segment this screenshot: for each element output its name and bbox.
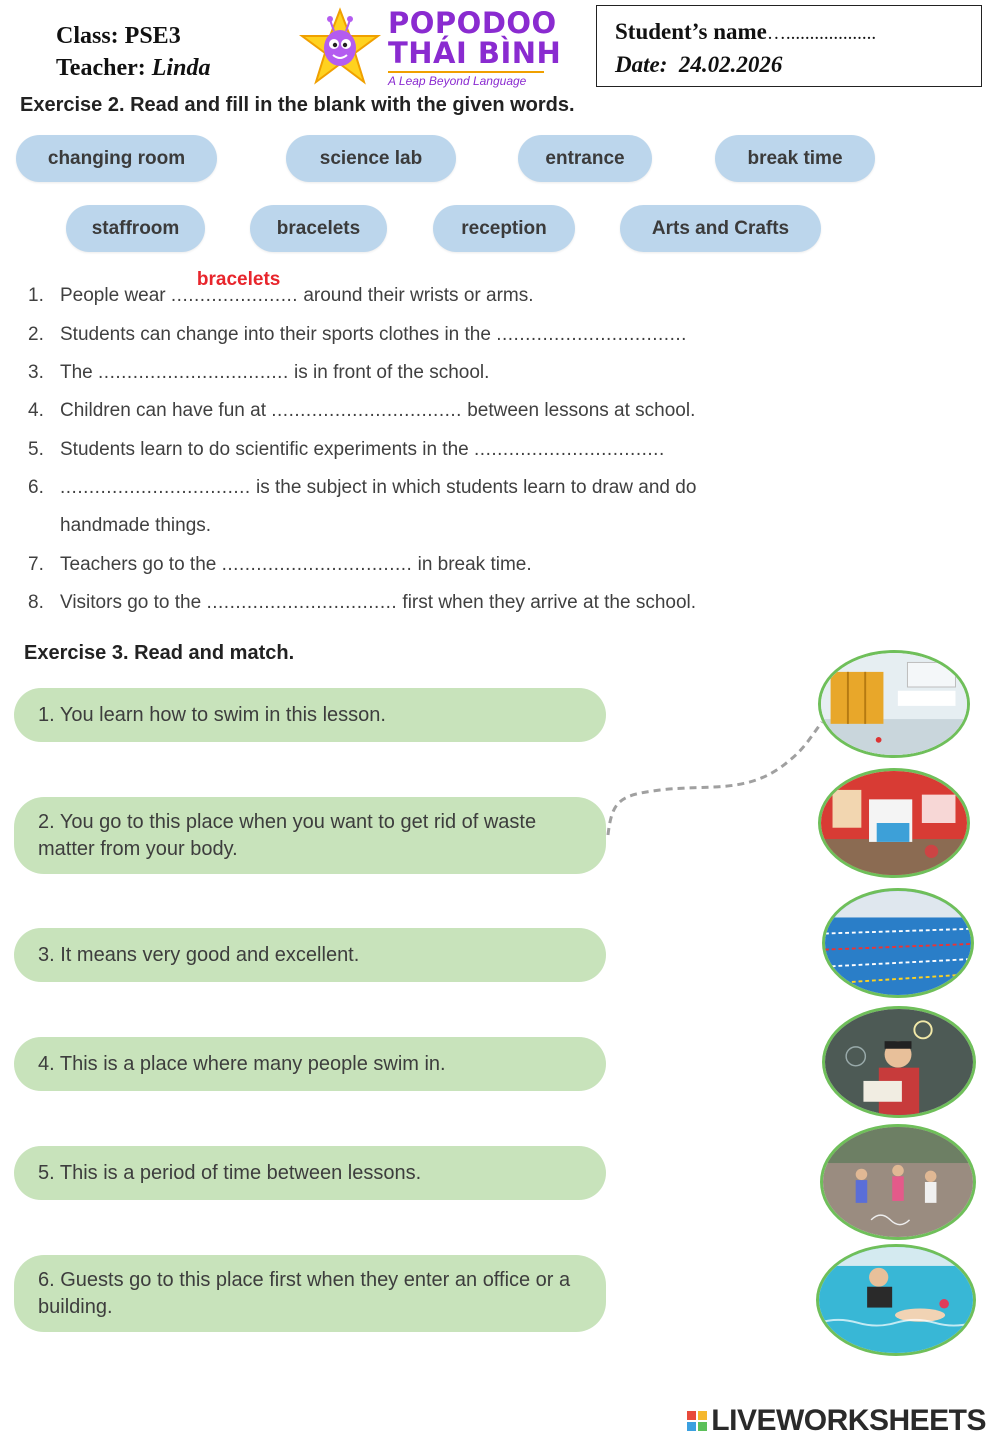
word-pill[interactable]: staffroom (66, 205, 205, 252)
sentence-3 (28, 362, 489, 384)
logo-line1: POPODOO (388, 6, 557, 40)
teacher-line (56, 52, 210, 84)
popodoo-logo (388, 8, 561, 88)
sentence-6-continued (28, 515, 211, 537)
sentence-number: 8. (28, 592, 44, 613)
word-pill[interactable]: science lab (286, 135, 456, 182)
sentence-7 (28, 554, 532, 576)
sentence-4 (28, 400, 695, 422)
match-item-6[interactable]: 6. Guests go to this place first when they enter an office or a building. (14, 1255, 606, 1332)
sentence-text: Students can change into their sports clothes in the (60, 324, 497, 345)
student-name-dots: …................... (766, 23, 877, 44)
blank-4[interactable]: ................................. (271, 400, 462, 421)
swimming-lesson-photo[interactable] (816, 1244, 976, 1356)
sentence-1 (28, 269, 534, 307)
date-value: 24.02.2026 (678, 52, 783, 77)
student-name-line[interactable] (615, 16, 981, 49)
break-time-playground-photo[interactable] (820, 1124, 976, 1240)
match-item-5[interactable]: 5. This is a period of time between lessons. (14, 1146, 606, 1200)
teacher-name: Linda (151, 55, 211, 81)
sentence-text: Visitors go to the (60, 592, 207, 613)
popodoo-star-mascot-icon (298, 4, 382, 88)
washroom-photo[interactable] (818, 650, 970, 758)
blank-8[interactable]: ................................. (206, 592, 398, 613)
match-item-4[interactable]: 4. This is a place where many people swim in. (14, 1037, 606, 1091)
sentence-text: Students learn to do scientific experiments in the (60, 439, 475, 460)
sentence-number: 7. (28, 554, 44, 575)
sentence-2 (28, 324, 687, 346)
word-pill[interactable]: bracelets (250, 205, 387, 252)
sentence-text: is the subject in which students learn to draw and do (250, 477, 697, 498)
logo-line2: THÁI BÌNH (388, 36, 562, 70)
student-name-label: Student’s name (615, 19, 767, 44)
sentence-number: 2. (28, 324, 44, 345)
swimming-pool-photo[interactable] (822, 888, 974, 998)
match-item-3[interactable]: 3. It means very good and excellent. (14, 928, 606, 982)
match-item-1[interactable]: 1. You learn how to swim in this lesson. (14, 688, 606, 742)
sentence-text: Teachers go to the (60, 554, 222, 575)
sentence-number: 4. (28, 400, 44, 421)
sentence-text: handmade things. (60, 515, 212, 536)
reception-photo[interactable] (818, 768, 970, 878)
sentence-text: in break time. (412, 554, 532, 575)
blank-5[interactable]: ................................. (474, 439, 665, 460)
blank-dots: ...................... (170, 285, 299, 306)
word-pill[interactable]: Arts and Crafts (620, 205, 821, 252)
liveworksheets-logo (687, 1404, 986, 1438)
date-line (615, 49, 981, 80)
sentence-8 (28, 592, 696, 614)
match-connector-line[interactable] (600, 700, 830, 850)
sentence-number: 5. (28, 439, 44, 460)
sentence-6 (28, 477, 696, 499)
word-pill[interactable]: break time (715, 135, 875, 182)
sentence-text: Children can have fun at (60, 400, 272, 421)
brilliant-student-photo[interactable] (822, 1006, 976, 1118)
class-label: Class: PSE3 (56, 23, 181, 49)
sentence-text: first when they arrive at the school. (397, 592, 697, 613)
word-pill[interactable]: reception (433, 205, 575, 252)
student-info-box (596, 5, 982, 87)
liveworksheets-grid-icon (687, 1411, 707, 1431)
sentence-text: People wear (60, 285, 171, 306)
filled-answer: bracelets (196, 269, 281, 290)
blank-7[interactable]: ................................. (221, 554, 413, 575)
sentence-text: around their wrists or arms. (298, 285, 534, 306)
exercise3-title: Exercise 3. Read and match. (24, 642, 295, 664)
date-label: Date: (615, 52, 668, 77)
exercise2-title: Exercise 2. Read and fill in the blank with the given words. (20, 94, 575, 116)
blank-6[interactable]: ................................. (60, 477, 251, 498)
word-pill[interactable]: changing room (16, 135, 217, 182)
sentence-text: The (60, 362, 99, 383)
sentence-text: between lessons at school. (461, 400, 696, 421)
sentence-number: 1. (28, 285, 44, 306)
word-pill[interactable]: entrance (518, 135, 652, 182)
sentence-number: 6. (28, 477, 44, 498)
blank-3[interactable]: ................................. (98, 362, 289, 383)
sentence-5 (28, 439, 665, 461)
logo-tagline: A Leap Beyond Language (388, 71, 544, 88)
sentence-text: is in front of the school. (288, 362, 490, 383)
blank-2[interactable]: ................................. (496, 324, 687, 345)
liveworksheets-brand: LIVEWORKSHEETS (711, 1404, 986, 1437)
blank-1[interactable] (170, 269, 299, 307)
match-item-2[interactable]: 2. You go to this place when you want to get rid of waste matter from your body. (14, 797, 606, 874)
teacher-prefix: Teacher: (56, 55, 146, 81)
sentence-number: 3. (28, 362, 44, 383)
class-teacher-info (56, 20, 210, 84)
